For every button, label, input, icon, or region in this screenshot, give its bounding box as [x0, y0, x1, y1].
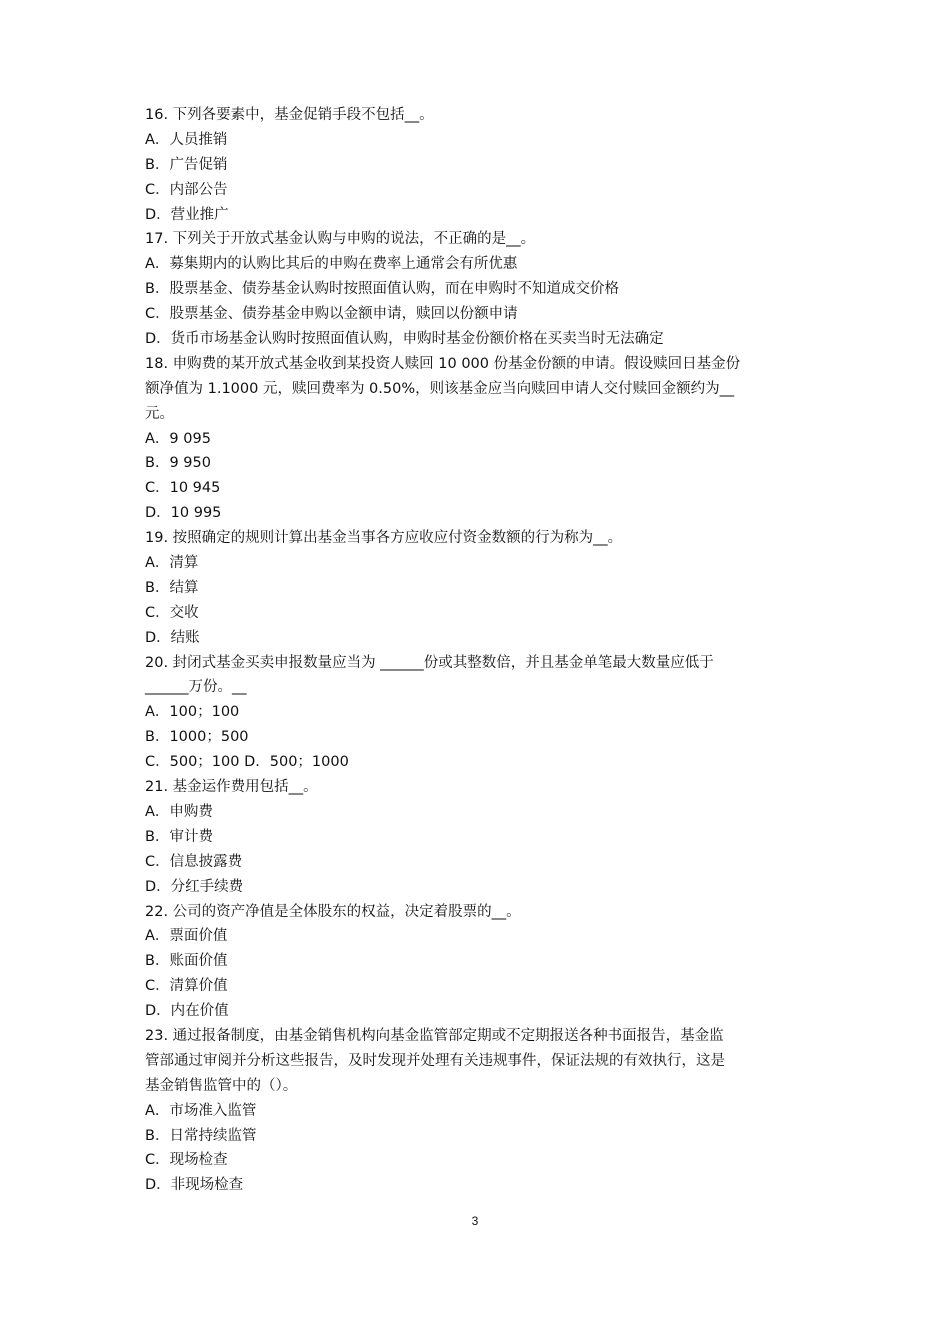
question-20-option-c-d: C．500；100 D．500；1000 [145, 754, 349, 771]
question-21-option-a: A．申购费 [145, 803, 213, 820]
question-16-option-a: A．人员推销 [145, 131, 228, 148]
question-22-option-b: B．账面价值 [145, 953, 228, 970]
question-22-option-d: D．内在价值 [145, 1003, 229, 1020]
question-17-option-d: D．货币市场基金认购时按照面值认购，申购时基金份额价格在买卖当时无法确定 [145, 331, 664, 348]
question-23-option-a: A．市场准入监管 [145, 1102, 257, 1119]
question-18-option-c: C．10 945 [145, 480, 221, 497]
question-19-option-b: B．结算 [145, 579, 199, 596]
question-23-text-line-3: 基金销售监管中的（）。 [145, 1077, 298, 1094]
question-17-option-a: A．募集期内的认购比其后的申购在费率上通常会有所优惠 [145, 256, 518, 273]
question-19-text: 19. 按照确定的规则计算出基金当事各方应收应付资金数额的行为称为__。 [145, 530, 623, 547]
question-22-option-c: C．清算价值 [145, 978, 228, 995]
question-18-option-b: B．9 950 [145, 455, 211, 472]
question-17-option-b: B．股票基金、债券基金认购时按照面值认购，而在申购时不知道成交价格 [145, 281, 619, 298]
question-list [145, 103, 815, 1198]
question-23-option-c: C．现场检查 [145, 1152, 228, 1169]
question-19-option-d: D．结账 [145, 629, 200, 646]
question-21-text: 21. 基金运作费用包括__。 [145, 779, 318, 796]
question-19-option-c: C．交收 [145, 604, 199, 621]
question-17-text: 17. 下列关于开放式基金认购与申购的说法，不正确的是__。 [145, 231, 536, 248]
question-23-text-line-2: 管部通过审阅并分析这些报告，及时发现并处理有关违规事件，保证法规的有效执行，这是 [145, 1052, 725, 1069]
question-22-text: 22. 公司的资产净值是全体股东的权益，决定着股票的__。 [145, 903, 521, 920]
question-16-option-b: B．广告促销 [145, 156, 228, 173]
question-16-text: 16. 下列各要素中，基金促销手段不包括__。 [145, 107, 434, 123]
question-23-option-b: B．日常持续监管 [145, 1127, 257, 1144]
question-20-text-line-1: 20. 封闭式基金买卖申报数量应当为 ______份或其整数倍，并且基金单笔最大数量应低于 [145, 654, 714, 671]
question-16-option-c: C．内部公告 [145, 181, 228, 198]
question-20-option-a: A．100；100 [145, 704, 240, 721]
question-20-option-b: B．1000；500 [145, 729, 249, 746]
question-22-option-a: A．票面价值 [145, 928, 228, 945]
question-18-option-d: D．10 995 [145, 505, 222, 522]
page-number: 3 [471, 1214, 479, 1228]
question-18-option-a: A．9 095 [145, 430, 211, 447]
question-23-text-line-1: 23. 通过报备制度，由基金销售机构向基金监管部定期或不定期报送各种书面报告，基金监 [145, 1027, 724, 1044]
question-21-option-b: B．审计费 [145, 828, 213, 845]
question-17-option-c: C．股票基金、债券基金申购以金额申请，赎回以份额申请 [145, 306, 518, 323]
question-16-option-d: D．营业推广 [145, 206, 229, 223]
question-18-text-line-3: 元。 [145, 405, 174, 422]
question-23-option-d: D．非现场检查 [145, 1177, 244, 1194]
question-18-text-line-2: 额净值为 1.1000 元，赎回费率为 0.50%，则该基金应当向赎回申请人交付赎回金额约为__ [145, 380, 735, 397]
question-21-option-c: C．信息披露费 [145, 853, 243, 870]
question-18-text-line-1: 18. 申购费的某开放式基金收到某投资人赎回 10 000 份基金份额的申请。假设赎回日基金份 [145, 355, 741, 372]
question-21-option-d: D．分红手续费 [145, 878, 244, 895]
question-20-text-line-2: ______万份。__ [145, 679, 247, 696]
question-19-option-a: A．清算 [145, 555, 199, 572]
